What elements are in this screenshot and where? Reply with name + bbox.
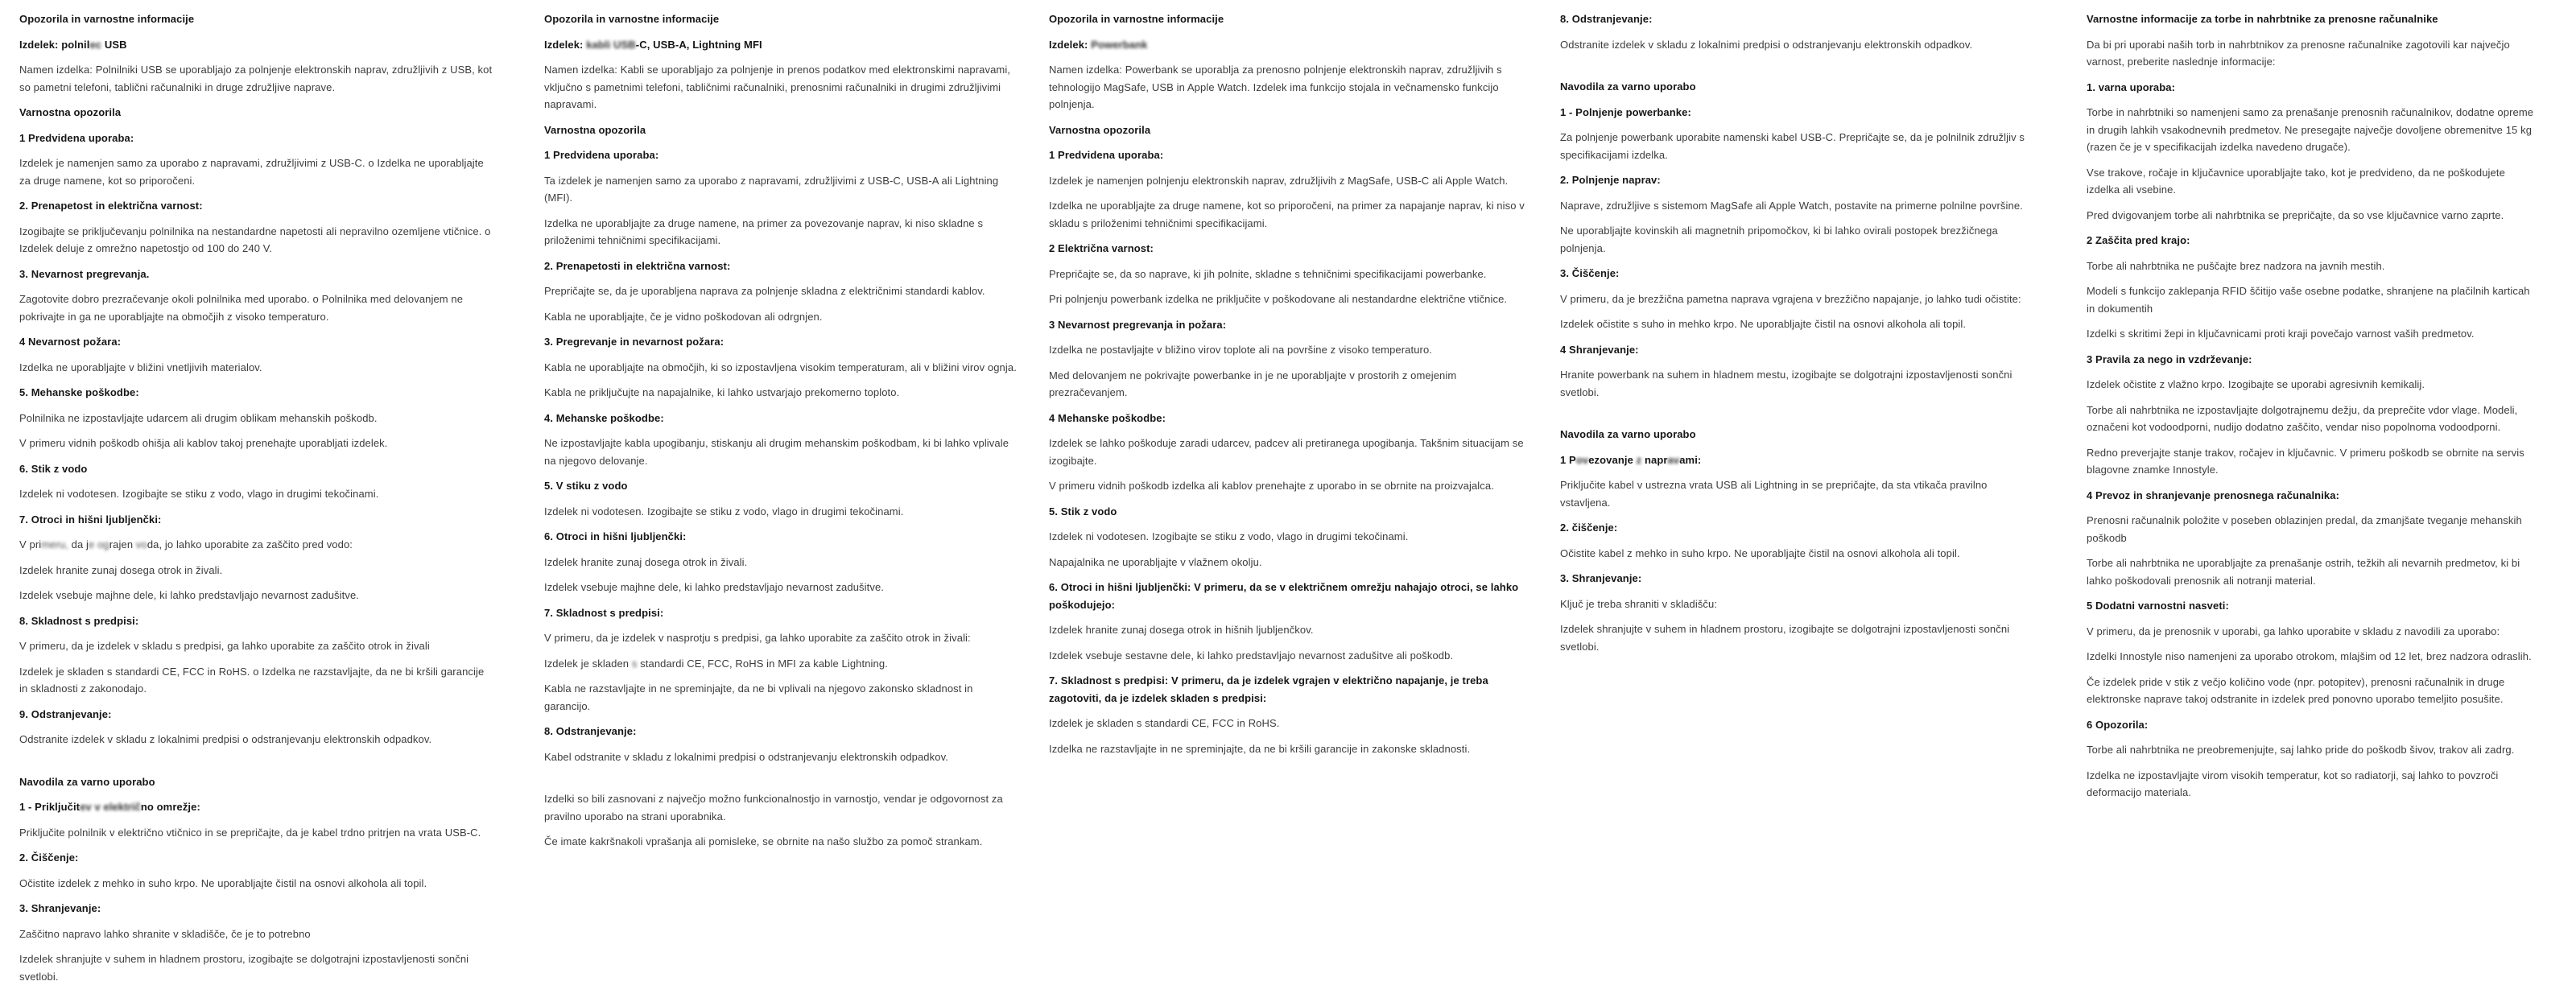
text-run: 7. Otroci in hišni ljubljenčki: [19,513,162,526]
text-run: 3 Pravila za nego in vzdrževanje: [2087,353,2252,365]
text-run: V primeru, da je brezžična pametna naprava vgrajena v brezžično napajanje, jo lahko tudi očistite: [1560,292,2021,305]
redacted-text: meru, [41,538,68,550]
paragraph [544,655,1018,673]
text-run: Izdelek je skladen s standardi CE, FCC in RoHS. o Izdelka ne razstavljajte, da ne bi kršili garancije in skladnosti z zakonodajo. [19,665,485,695]
paragraph [544,554,1018,571]
section-heading [19,511,493,529]
paragraph [19,663,493,698]
text-run: Zagotovite dobro prezračevanje okoli polnilnika med uporabo. o Polnilnika med delovanjem ne pokrivajte in ga ne uporabljajte na območjih z visoko temperaturo. [19,293,464,323]
text-run: Kabel odstranite v skladu z lokalnimi predpisi o odstranjevanju elektronskih odpadkov. [544,750,948,763]
text-run: 4 Prevoz in shranjevanje prenosnega računalnika: [2087,489,2340,501]
text-run: Izdelek je namenjen polnjenju elektronskih naprav, združljivih z MagSafe, USB-C ali Apple Watch. [1049,174,1509,187]
section-heading [19,612,493,630]
paragraph [544,833,1018,851]
text-run: Kabla ne razstavljajte in ne spreminjajte, da ne bi vplivali na njegovo zakonsko skladnost in garancijo. [544,682,973,712]
text-run: 5. V stiku z vodo [544,480,628,492]
text-run: 8. Odstranjevanje: [544,725,637,737]
text-run: 9. Odstranjevanje: [19,707,112,720]
paragraph [2087,674,2537,708]
paragraph [2087,258,2537,275]
text-run: Izdelek očistite z vlažno krpo. Izogibajte se uporabi agresivnih kemikalij. [2087,378,2425,390]
paragraph [1560,476,2033,511]
section-heading [2087,232,2537,249]
text-run: Med delovanjem ne pokrivajte powerbanke in je ne uporabljajte v prostorih z omejenim prezračevanjem. [1049,369,1457,398]
section-heading [19,900,493,917]
paragraph [2087,104,2537,156]
paragraph [544,435,1018,469]
text-run: Izdelek ni vodotesen. Izogibajte se stiku z vodo, vlago in drugimi tekočinami. [544,505,904,517]
section-heading [1049,240,1532,258]
section-heading [1049,503,1532,521]
section-heading [19,773,493,791]
column-powerbank [1049,10,1532,765]
text-run: Navodila za varno uporabo [19,775,155,788]
paragraph [2087,512,2537,546]
text-run: Izdelka ne uporabljajte za druge namene, na primer za povezovanje naprav, ki niso skladne s priloženimi tehničnimi specifikacijami. [544,216,984,246]
paragraph [19,731,493,748]
text-run: Izdelki so bili zasnovani z največjo možno funkcionalnostjo in varnostjo, vendar je odgovornost za pravilno uporabo na strani uporabnika. [544,793,1003,823]
text-run: Izdelek vsebuje sestavne dele, ki lahko predstavljajo nevarnost zadušitve ali poškodb. [1049,649,1454,662]
paragraph [1049,172,1532,190]
text-run: no omrežje: [140,801,200,813]
section-gap [1560,61,2033,78]
section-heading [2087,487,2537,505]
redacted-text: vo [133,538,147,550]
text-run: 7. Skladnost s predpisi: V primeru, da je izdelek vgrajen v električno napajanje, je treba zagotoviti, da je izdelek skladen s predpisi: [1049,674,1488,704]
text-run: Ključ je treba shraniti v skladišču: [1560,597,1718,610]
column-usage-instructions [1560,10,2033,663]
text-run: Izdelek se lahko poškoduje zaradi udarcev, padcev ali pretiranega upogibanja. Takšnim situacijam se izogibajte. [1049,437,1524,467]
paragraph [1560,222,2033,257]
paragraph [2087,623,2537,641]
text-run: Izdelki s skritimi žepi in ključavnicami proti kraji povečajo varnost vaših predmetov. [2087,328,2475,340]
section-heading [1049,36,1532,54]
text-run: Priključite kabel v ustrezna vrata USB ali Lightning in se prepričajte, da sta vtikača pravilno vstavljena. [1560,479,1988,509]
paragraph [1560,197,2033,215]
paragraph [2087,555,2537,589]
text-run: Varnostna opozorila [19,106,122,118]
paragraph [544,215,1018,249]
text-run: 3. Shranjevanje: [1560,572,1642,584]
text-run: Izdelek vsebuje majhne dele, ki lahko predstavljajo nevarnost zadušitve. [19,589,359,601]
text-run: 3. Pregrevanje in nevarnost požara: [544,336,724,348]
text-run: 1 Predvidena uporaba: [1049,149,1164,161]
text-run: Izdelek: [544,38,587,51]
paragraph [19,485,493,503]
text-run: Varnostne informacije za torbe in nahrbtnike za prenosne računalnike [2087,13,2438,25]
paragraph [1560,315,2033,333]
text-run: Izdelek: [1049,38,1092,51]
paragraph [19,562,493,579]
section-gap [19,757,493,773]
text-run: standardi CE, FCC, RoHS in MFI za kable Lightning. [640,657,888,670]
text-run: Pri polnjenju powerbank izdelka ne priključite v poškodovane ali nestandardne električne vtičnice. [1049,293,1508,305]
text-run: Ta izdelek je namenjen samo za uporabo z napravami, združljivimi z USB-C, USB-A ali Lightning (MFI). [544,174,999,204]
text-run: Kabla ne uporabljajte, če je vidno poškodovan ali odrgnjen. [544,310,823,323]
text-run: Izdelek hranite zunaj dosega otrok in živali. [544,555,748,568]
text-run: 1 - Polnjenje powerbanke: [1560,105,1691,118]
paragraph [544,680,1018,715]
text-run: Navodila za varno uporabo [1560,428,1696,440]
paragraph [2087,36,2537,71]
text-run: Prenosni računalnik položite v poseben oblazinjen predal, da zmanjšate tveganje mehanskih poškodb [2087,514,2522,544]
paragraph [19,410,493,427]
section-heading [2087,351,2537,369]
section-heading [19,798,493,816]
text-run: Opozorila in varnostne informacije [19,13,195,25]
text-run: 6. Stik z vodo [19,462,88,475]
section-heading [544,477,1018,495]
text-run: Izogibajte se priključevanju polnilnika na nestandardne napetosti ali nepravilno ozemljene vtičnice. o Izdelek deluje z omrežno napetostjo od 100 do 240 V. [19,225,491,254]
text-run: 3. Shranjevanje: [19,902,101,914]
text-run: ami: [1679,453,1702,466]
paragraph [544,282,1018,300]
redacted-text: kabli USB [586,38,636,51]
text-run: 8. Skladnost s predpisi: [19,614,139,627]
paragraph [1560,36,2033,54]
text-run: Varnostna opozorila [544,123,646,136]
text-run: Opozorila in varnostne informacije [544,13,720,25]
section-heading [1560,78,2033,96]
text-run: da, jo lahko uporabite za zaščito pred vodo: [147,538,353,550]
section-heading [544,333,1018,351]
section-heading [19,36,493,54]
paragraph [19,637,493,655]
paragraph [544,748,1018,766]
text-run: V primeru vidnih poškodb izdelka ali kablov prenehajte z uporabo in se obrnite na proizvajalca. [1049,480,1494,492]
text-run: 2 Zaščita pred krajo: [2087,234,2190,246]
text-run: Vse trakove, ročaje in ključavnice uporabljajte tako, kot je predvideno, da ne poškodujete izdelka ali vsebine. [2087,166,2505,196]
paragraph [1049,367,1532,402]
text-run: V primeru vidnih poškodb ohišja ali kablov takoj prenehajte uporabljati izdelek. [19,437,388,449]
paragraph [19,61,493,96]
paragraph [2087,207,2537,225]
section-heading [544,604,1018,622]
paragraph [1049,435,1532,469]
text-run: ezovanje [1588,453,1637,466]
section-heading [19,266,493,283]
text-run: Če imate kakršnakoli vprašanja ali pomisleke, se obrnite na našo službo za pomoč strankam. [544,835,983,847]
text-run: Očistite kabel z mehko in suho krpo. Ne uporabljajte čistil na osnovi alkohola ali topil. [1560,546,1960,559]
text-run: Varnostna opozorila [1049,123,1151,136]
section-heading [1049,410,1532,427]
text-run: V primeru, da je izdelek v skladu s predpisi, ga lahko uporabite za zaščito otrok in živali [19,640,430,652]
paragraph [544,790,1018,825]
redacted-text: av [1667,453,1680,466]
paragraph [19,536,493,554]
text-run: 4 Mehanske poškodbe: [1049,411,1166,424]
paragraph [2087,282,2537,317]
text-run: Torbe ali nahrbtnika ne uporabljajte za prenašanje ostrih, težkih ali nevarnih predmetov, ki bi lahko poškodovali prenosnik ali notranji material. [2087,557,2520,587]
paragraph [19,223,493,258]
section-heading [2087,10,2537,28]
paragraph [19,435,493,452]
paragraph [1049,647,1532,665]
paragraph [1049,291,1532,308]
paragraph [2087,376,2537,394]
paragraph [544,503,1018,521]
paragraph [1049,477,1532,495]
text-run: Prepričajte se, da je uporabljena naprava za polnjenje skladna z električnimi standardi kablov. [544,285,985,297]
paragraph [1560,291,2033,308]
text-run: USB [101,38,127,51]
section-heading [1049,316,1532,334]
text-run: V pri [19,538,42,550]
section-heading [544,258,1018,275]
text-run: 2. Čiščenje: [19,851,79,864]
section-heading [1049,579,1532,613]
paragraph [19,359,493,377]
text-run: Kabla ne priključujte na napajalnike, ki lahko ustvarjajo prekomerno toploto. [544,386,900,398]
text-run: Izdelek hranite zunaj dosega otrok in hišnih ljubljenčkov. [1049,624,1314,636]
text-run: V primeru, da je izdelek v nasprotju s predpisi, ga lahko uporabite za zaščito otrok in živali: [544,632,971,644]
text-run: Modeli s funkcijo zaklepanja RFID ščitijo vaše osebne podatke, shranjene na plačilnih karticah in dokumentih [2087,285,2530,315]
paragraph [2087,648,2537,666]
text-run: Za polnjenje powerbank uporabite namenski kabel USB-C. Prepričajte se, da je polnilnik združljiv s specifikacijami izdelka. [1560,131,2025,161]
section-heading [19,130,493,147]
text-run: 6 Opozorila: [2087,718,2149,731]
text-run: 7. Skladnost s predpisi: [544,606,664,619]
section-heading [1560,519,2033,537]
text-run: Priključite polnilnik v električno vtičnico in se prepričajte, da je kabel trdno pritrjen na vrata USB-C. [19,826,481,839]
text-run: Izdelka ne uporabljajte za druge namene, kot so priporočeni, na primer za napajanje naprav, ki niso v skladu s priloženimi tehničnimi specifikacijami. [1049,200,1525,229]
text-run: Izdelka ne izpostavljajte virom visokih temperatur, kot so radiatorji, saj lahko to povzroči deformacijo materiala. [2087,769,2499,798]
text-run: Izdelek ni vodotesen. Izogibajte se stiku z vodo, vlago in drugimi tekočinami. [1049,530,1409,542]
text-run: Izdelek je skladen [544,657,630,670]
paragraph [544,579,1018,596]
section-heading [544,10,1018,28]
section-heading [2087,79,2537,97]
redacted-text: ec [89,38,102,51]
text-run: Torbe ali nahrbtnika ne puščajte brez nadzora na javnih mestih. [2087,259,2385,272]
text-run: 5. Stik z vodo [1049,505,1117,517]
text-run: 1 Predvidena uporaba: [544,149,659,161]
paragraph [1049,197,1532,232]
paragraph [1049,740,1532,758]
column-usb-charger [19,10,493,993]
text-run: Polnilnika ne izpostavljajte udarcem ali drugim oblikam mehanskih poškodb. [19,411,378,424]
text-run: Torbe ali nahrbtnika ne preobremenjujte, saj lahko pride do poškodb šivov, trakov ali zadrg. [2087,744,2515,756]
text-run: Torbe in nahrbtniki so namenjeni samo za prenašanje prenosnih računalnikov, dodatne opreme in drugih lahkih vsakodnevnih predmetov. Ne presegajte največje dovoljene obremenitve 15 kg (razen če je v specifikacijah izdelka navedeno drugače). [2087,106,2534,153]
paragraph [544,359,1018,377]
paragraph [1049,61,1532,113]
section-heading [1560,451,2033,469]
paragraph [1560,366,2033,401]
paragraph [1049,621,1532,639]
section-heading [19,706,493,724]
paragraph [2087,444,2537,479]
text-run: Izdelki Innostyle niso namenjeni za uporabo otrokom, mlajšim od 12 let, brez nadzora odraslih. [2087,650,2532,662]
text-run: 4 Nevarnost požara: [19,336,122,348]
text-run: Izdelek je skladen s standardi CE, FCC in RoHS. [1049,717,1280,729]
section-heading [19,10,493,28]
paragraph [1049,266,1532,283]
text-run: Ne izpostavljajte kabla upogibanju, stiskanju ali drugim mehanskim poškodbam, ki bi lahko vplivale na njegovo delovanje. [544,437,1009,467]
column-laptop-bags [2087,10,2537,810]
paragraph [19,875,493,893]
redacted-text: z [1636,453,1642,466]
redacted-text: s [629,657,641,670]
text-run: Če izdelek pride v stik z večjo količino vode (npr. potopitev), prenosni računalnik in druge elektronske naprave takoj odstranite in izdelek pred ponovno uporabo temeljito posušite. [2087,675,2505,705]
redacted-text: ov [1575,453,1589,466]
text-run: da j [68,538,89,550]
paragraph [19,587,493,604]
text-run: V primeru, da je prenosnik v uporabi, ga lahko uporabite v skladu z navodili za uporabo: [2087,625,2500,637]
text-run: Da bi pri uporabi naših torb in nahrbtnikov za prenosne računalnike zagotovili kar največjo varnost, preberite naslednje informacije: [2087,38,2510,68]
text-run: Izdelek hranite zunaj dosega otrok in živali. [19,563,223,576]
section-heading [19,197,493,215]
text-run: 5. Mehanske poškodbe: [19,386,139,398]
text-run: Očistite izdelek z mehko in suho krpo. Ne uporabljajte čistil na osnovi alkohola ali topil. [19,876,427,889]
section-gap [1560,409,2033,426]
text-run: 1. varna uporaba: [2087,80,2176,93]
paragraph [2087,767,2537,802]
section-heading [1560,570,2033,588]
paragraph [2087,402,2537,436]
paragraph [544,384,1018,402]
redacted-text: ev v električ [80,801,141,813]
text-run: Namen izdelka: Kabli se uporabljajo za polnjenje in prenos podatkov med elektronskimi napravami, vključno s pametnimi telefoni, tabličnimi računalniki, prenosnimi računalniki in drugimi združljivimi napravami. [544,64,1011,110]
text-run: Namen izdelka: Powerbank se uporablja za prenosno polnjenje elektronskih naprav, združljivih s tehnologijo MagSafe, USB in Apple Watch. Izdelek ima funkcijo stojala in večnamensko funkcijo polnjenja. [1049,64,1502,110]
text-run: Izdelek je namenjen samo za uporabo z napravami, združljivimi z USB-C. o Izdelka ne uporabljajte za druge namene, kot so priporočeni. [19,157,484,187]
text-run: 2. čiščenje: [1560,522,1618,534]
section-heading [1560,426,2033,443]
text-run: Izdelek shranjujte v suhem in hladnem prostoru, izogibajte se dolgotrajni izpostavljenosti sončni svetlobi. [19,953,469,983]
text-run: Torbe ali nahrbtnika ne izpostavljajte dolgotrajnemu dežju, da preprečite vdor vlage. Modeli, označeni kot vodoodporni, nudijo dodatno zaščito, vendar niso popolnoma vodoodporni. [2087,403,2518,433]
section-heading [19,104,493,122]
text-run: 2. Prenapetost in električna varnost: [19,200,203,212]
text-run: Izdelka ne postavljajte v bližino virov toplote ali na površine z visoko temperaturo. [1049,344,1433,356]
text-run: Izdelek ni vodotesen. Izogibajte se stiku z vodo, vlago in drugimi tekočinami. [19,488,379,500]
text-run: Izdelek očistite s suho in mehko krpo. Ne uporabljajte čistil na osnovi alkohola ali topil. [1560,318,1967,330]
text-run: 1 P [1560,453,1576,466]
section-heading [2087,716,2537,734]
paragraph [19,824,493,842]
text-run: 5 Dodatni varnostni nasveti: [2087,600,2229,612]
section-heading [1560,265,2033,282]
text-run: Odstranite izdelek v skladu z lokalnimi predpisi o odstranjevanju elektronskih odpadkov. [19,733,432,745]
text-run: 4. Mehanske poškodbe: [544,411,664,424]
paragraph [19,950,493,985]
section-heading [1049,122,1532,139]
redacted-text: e og [89,538,109,550]
paragraph [1049,528,1532,546]
section-heading [19,460,493,478]
text-run: Navodila za varno uporabo [1560,80,1696,93]
paragraph [1049,554,1532,571]
text-run: Napajalnika ne uporabljajte v vlažnem okolju. [1049,555,1262,568]
text-run: Naprave, združljive s sistemom MagSafe ali Apple Watch, postavite na primerne polnilne površine. [1560,199,2023,212]
paragraph [1560,545,2033,563]
paragraph [1560,129,2033,163]
section-heading [2087,597,2537,615]
text-run: 6. Otroci in hišni ljubljenčki: [544,530,687,542]
section-heading [1049,10,1532,28]
text-run: 1 Predvidena uporaba: [19,131,134,144]
paragraph [1560,596,2033,613]
section-heading [19,849,493,867]
text-run: -C, USB-A, Lightning MFI [635,38,762,51]
text-run: 4 Shranjevanje: [1560,343,1639,356]
text-run: rajen [109,538,134,550]
section-heading [1560,104,2033,122]
section-heading [1049,146,1532,164]
paragraph [19,155,493,189]
paragraph [2087,325,2537,343]
text-run: Izdelek: polnil [19,38,90,51]
paragraph [544,172,1018,207]
text-run: Kabla ne uporabljajte na območjih, ki so izpostavljena visokim temperaturam, ali v bližini virov ognja. [544,361,1017,373]
text-run: Hranite powerbank na suhem in hladnem mestu, izogibajte se dolgotrajni izpostavljenosti sončni svetlobi. [1560,369,2013,398]
text-run: Zaščitno napravo lahko shranite v skladišče, če je to potrebno [19,927,311,940]
paragraph [544,308,1018,326]
column-usb-cables [544,10,1018,859]
paragraph [2087,741,2537,759]
paragraph [1049,341,1532,359]
section-heading [1560,171,2033,189]
text-run: 6. Otroci in hišni ljubljenčki: V primeru, da se v električnem omrežju nahajajo otroci, se lahko poškodujejo: [1049,581,1519,611]
paragraph [1049,715,1532,732]
text-run: 2. Polnjenje naprav: [1560,174,1661,186]
section-heading [544,146,1018,164]
section-heading [1049,672,1532,707]
paragraph [2087,164,2537,199]
section-heading [544,36,1018,54]
section-heading [19,384,493,402]
paragraph [544,629,1018,647]
text-run: 2 Električna varnost: [1049,242,1154,254]
text-run: Izdelek shranjujte v suhem in hladnem prostoru, izogibajte se dolgotrajni izpostavljenosti sončni svetlobi. [1560,623,2010,653]
section-gap [544,773,1018,790]
text-run: Opozorila in varnostne informacije [1049,13,1224,25]
section-heading [1560,10,2033,28]
text-run: 3. Čiščenje: [1560,267,1620,279]
text-run: Izdelka ne razstavljajte in ne spreminjajte, da ne bi kršili garancije in zakonske skladnosti. [1049,742,1471,755]
section-heading [1560,341,2033,359]
text-run: Namen izdelka: Polnilniki USB se uporabljajo za polnjenje elektronskih naprav, združljivih z USB, kot so pametni telefoni, tablični računalniki in druge združljive naprave. [19,64,493,93]
section-heading [544,528,1018,546]
text-run: 3. Nevarnost pregrevanja. [19,267,150,280]
text-run: Ne uporabljajte kovinskih ali magnetnih pripomočkov, ki bi lahko ovirali postopek brezžičnega polnjenja. [1560,225,1998,254]
redacted-text: Powerbank [1091,38,1148,51]
text-run: Odstranite izdelek v skladu z lokalnimi predpisi o odstranjevanju elektronskih odpadkov. [1560,38,1973,51]
paragraph [1560,621,2033,655]
section-heading [544,410,1018,427]
text-run: 2. Prenapetosti in električna varnost: [544,259,731,272]
section-heading [19,333,493,351]
section-heading [544,723,1018,740]
text-run: 8. Odstranjevanje: [1560,13,1653,25]
text-run: Izdelek vsebuje majhne dele, ki lahko predstavljajo nevarnost zadušitve. [544,581,884,593]
text-run: Prepričajte se, da so naprave, ki jih polnite, skladne s tehničnimi specifikacijami powerbanke. [1049,267,1487,280]
text-run: Redno preverjajte stanje trakov, ročajev in ključavnic. V primeru poškodb se obrnite na servis blagovne znamke Innostyle. [2087,446,2524,476]
text-run: 1 - Priključit [19,801,80,813]
text-run: Pred dvigovanjem torbe ali nahrbtnika se prepričajte, da so vse ključavnice varno zaprte. [2087,208,2504,221]
paragraph [19,291,493,325]
paragraph [544,61,1018,113]
section-heading [544,122,1018,139]
text-run: Izdelka ne uporabljajte v bližini vnetljivih materialov. [19,361,262,373]
text-run: 3 Nevarnost pregrevanja in požara: [1049,318,1227,331]
text-run: napr [1641,453,1668,466]
paragraph [19,926,493,943]
